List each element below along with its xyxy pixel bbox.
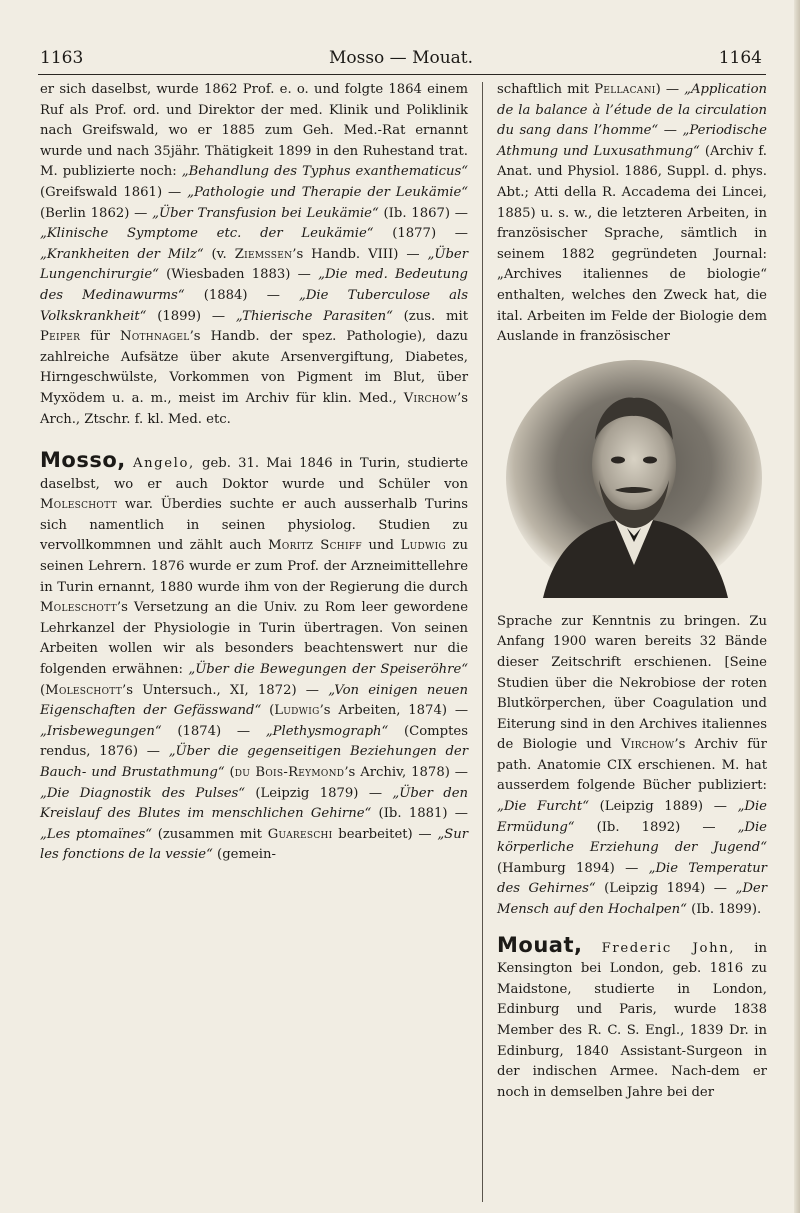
column-divider — [482, 82, 483, 1202]
page-number-left: 1163 — [40, 48, 84, 68]
entry-mosso-books: Sprache zur Kenntnis zu bringen. Zu Anfang 1900 waren bereits 32 Bände dieser Zeitschrift erschienen. [Seine Studien über die Nekrobiose der roten Blutkörperchen, über Coagulation und Eiterung sind in den Archives italiennes de Biologie und Virchow’s Archiv für path. Anatomie CIX erschienen. M. hat ausserdem folgende Bücher publiziert: „Die Furcht“ (Leipzig 1889) — „Die Ermüdung“ (Ib. 1892) — „Die körperliche Erziehung der Jugend“ (Hamburg 1894) — „Die Temperatur des Gehirnes“ (Leipzig 1894) — „Der Mensch auf den Hochalpen“ (Ib. 1899). — [497, 613, 767, 918]
running-title: Mosso — Mouat. — [328, 48, 474, 68]
entry-mouat: Mouat, Frederic John, in Kensington bei London, geb. 1816 zu Maidstone, studierte in London, Edinburg und Paris, wurde 1838 Member des R. C. S. Engl., 1839 Dr. in Edinburg, 1840 Assistant-Surgeon in der indischen Armee. Nach-dem er noch in demselben Jahre bei der — [497, 932, 767, 1100]
entry-continuation: er sich daselbst, wurde 1862 Prof. e. o. und folgte 1864 einem Ruf als Prof. ord. und Direktor der med. Klinik und Poliklinik nach Greifswald, wo er 1885 zum Geh. Med.-Rat ernannt wurde und nach 35jähr. Thätigkeit 1899 in den Ruhestand trat. M. publizierte noch: „Behandlung des Typhus exanthematicus“ (Greifswald 1861) — „Pathologie und Therapie der Leukämie“ (Berlin 1862) — „Über Transfusion bei Leukämie“ (Ib. 1867) — „Klinische Symptome etc. der Leukämie“ (1877) — „Krankheiten der Milz“ (v. Ziemssen’s Handb. VIII) — „Über Lungenchirurgie“ (Wiesbaden 1883) — „Die med. Bedeutung des Medinawurms“ (1884) — „Die Tuberculose als Volkskrankheit“ (1899) — „Thierische Parasiten“ (zus. mit Peiper für Nothnagel’s Handb. der spez. Pathologie), dazu zahlreiche Aufsätze über akute Arsenvergiftung, Diabetes, Hirngeschwülste, Vorkommen von Pigment im Blut, über Myxödem u. a. m., meist im Archiv für klin. Med., Virchow’s Arch., Ztschr. f. kl. Med. etc. — [40, 82, 469, 427]
entry-mosso: Mosso, Angelo, geb. 31. Mai 1846 in Turin, studierte daselbst, wo er auch Doktor wurde und Schüler von Moleschott war. Überdies suchte er auch ausserhalb Turins sich namentlich in seinen physiolog. Studien zu vervollkommnen und zählt auch Moritz Schiff und Ludwig zu seinen Lehrern. 1876 wurde er zum Prof. der Arzneimittellehre in Turin ernannt, 1880 wurde ihm von der Regierung die durch Moleschott’s Versetzung an die Univ. zu Rom leer gewordene Lehrkanzel der Physiologie in Turin übertragen. Von seinen Arbeiten wollen wir als besonders beachtenswert nur die folgenden erwähnen: „Über die Bewegungen der Speiseröhre“ (Moleschott’s Untersuch., XI, 1872) — „Von einigen neuen Eigenschaften der Gefässwand“ (Ludwig’s Arbeiten, 1874) — „Irisbewegungen“ (1874) — „Plethysmograph“ (Comptes rendus, 1876) — „Über die gegenseitigen Beziehungen der Bauch- und Brustathmung“ (du Bois-Reymond’s Archiv, 1878) — „Die Diagnostik des Pulses“ (Leipzig 1879) — „Über den Kreislauf des Blutes im menschlichen Gehirne“ (Ib. 1881) — „Les ptomaïnes“ (zusammen mit Guareschi bearbeitet) — „Sur les fonctions de la vessie“ (gemein- — [40, 448, 469, 863]
entry-mosso-continued: schaftlich mit Pellacani) — „Application de la balance à l’étude de la circulation du sang dans l’homme“ — „Periodische Athmung und Luxusathmung“ (Archiv f. Anat. und Physiol. 1886, Suppl. d. phys. Abt.; Atti della R. Accadema dei Lincei, 1885) u. s. w., die letzteren Arbeiten, in französischer Sprache, sämtlich in seinem 1882 gegründeten Journal: „Archives italiennes de biologie“ enthalten, welches den Zweck hat, die ital. Arbeiten im Felde der Biologie dem Auslande in französischer — [497, 82, 767, 345]
portrait-mosso — [503, 360, 765, 598]
header-rule — [38, 74, 766, 75]
right-column — [497, 80, 767, 1103]
page-edge-shadow — [794, 0, 800, 1213]
page-number-right: 1164 — [718, 48, 762, 68]
left-column — [40, 80, 468, 866]
entry-heading-mosso: Mosso, — [40, 448, 126, 473]
page-header — [40, 48, 762, 74]
portrait-engraving — [503, 360, 765, 598]
entry-heading-mouat: Mouat, — [497, 932, 583, 957]
